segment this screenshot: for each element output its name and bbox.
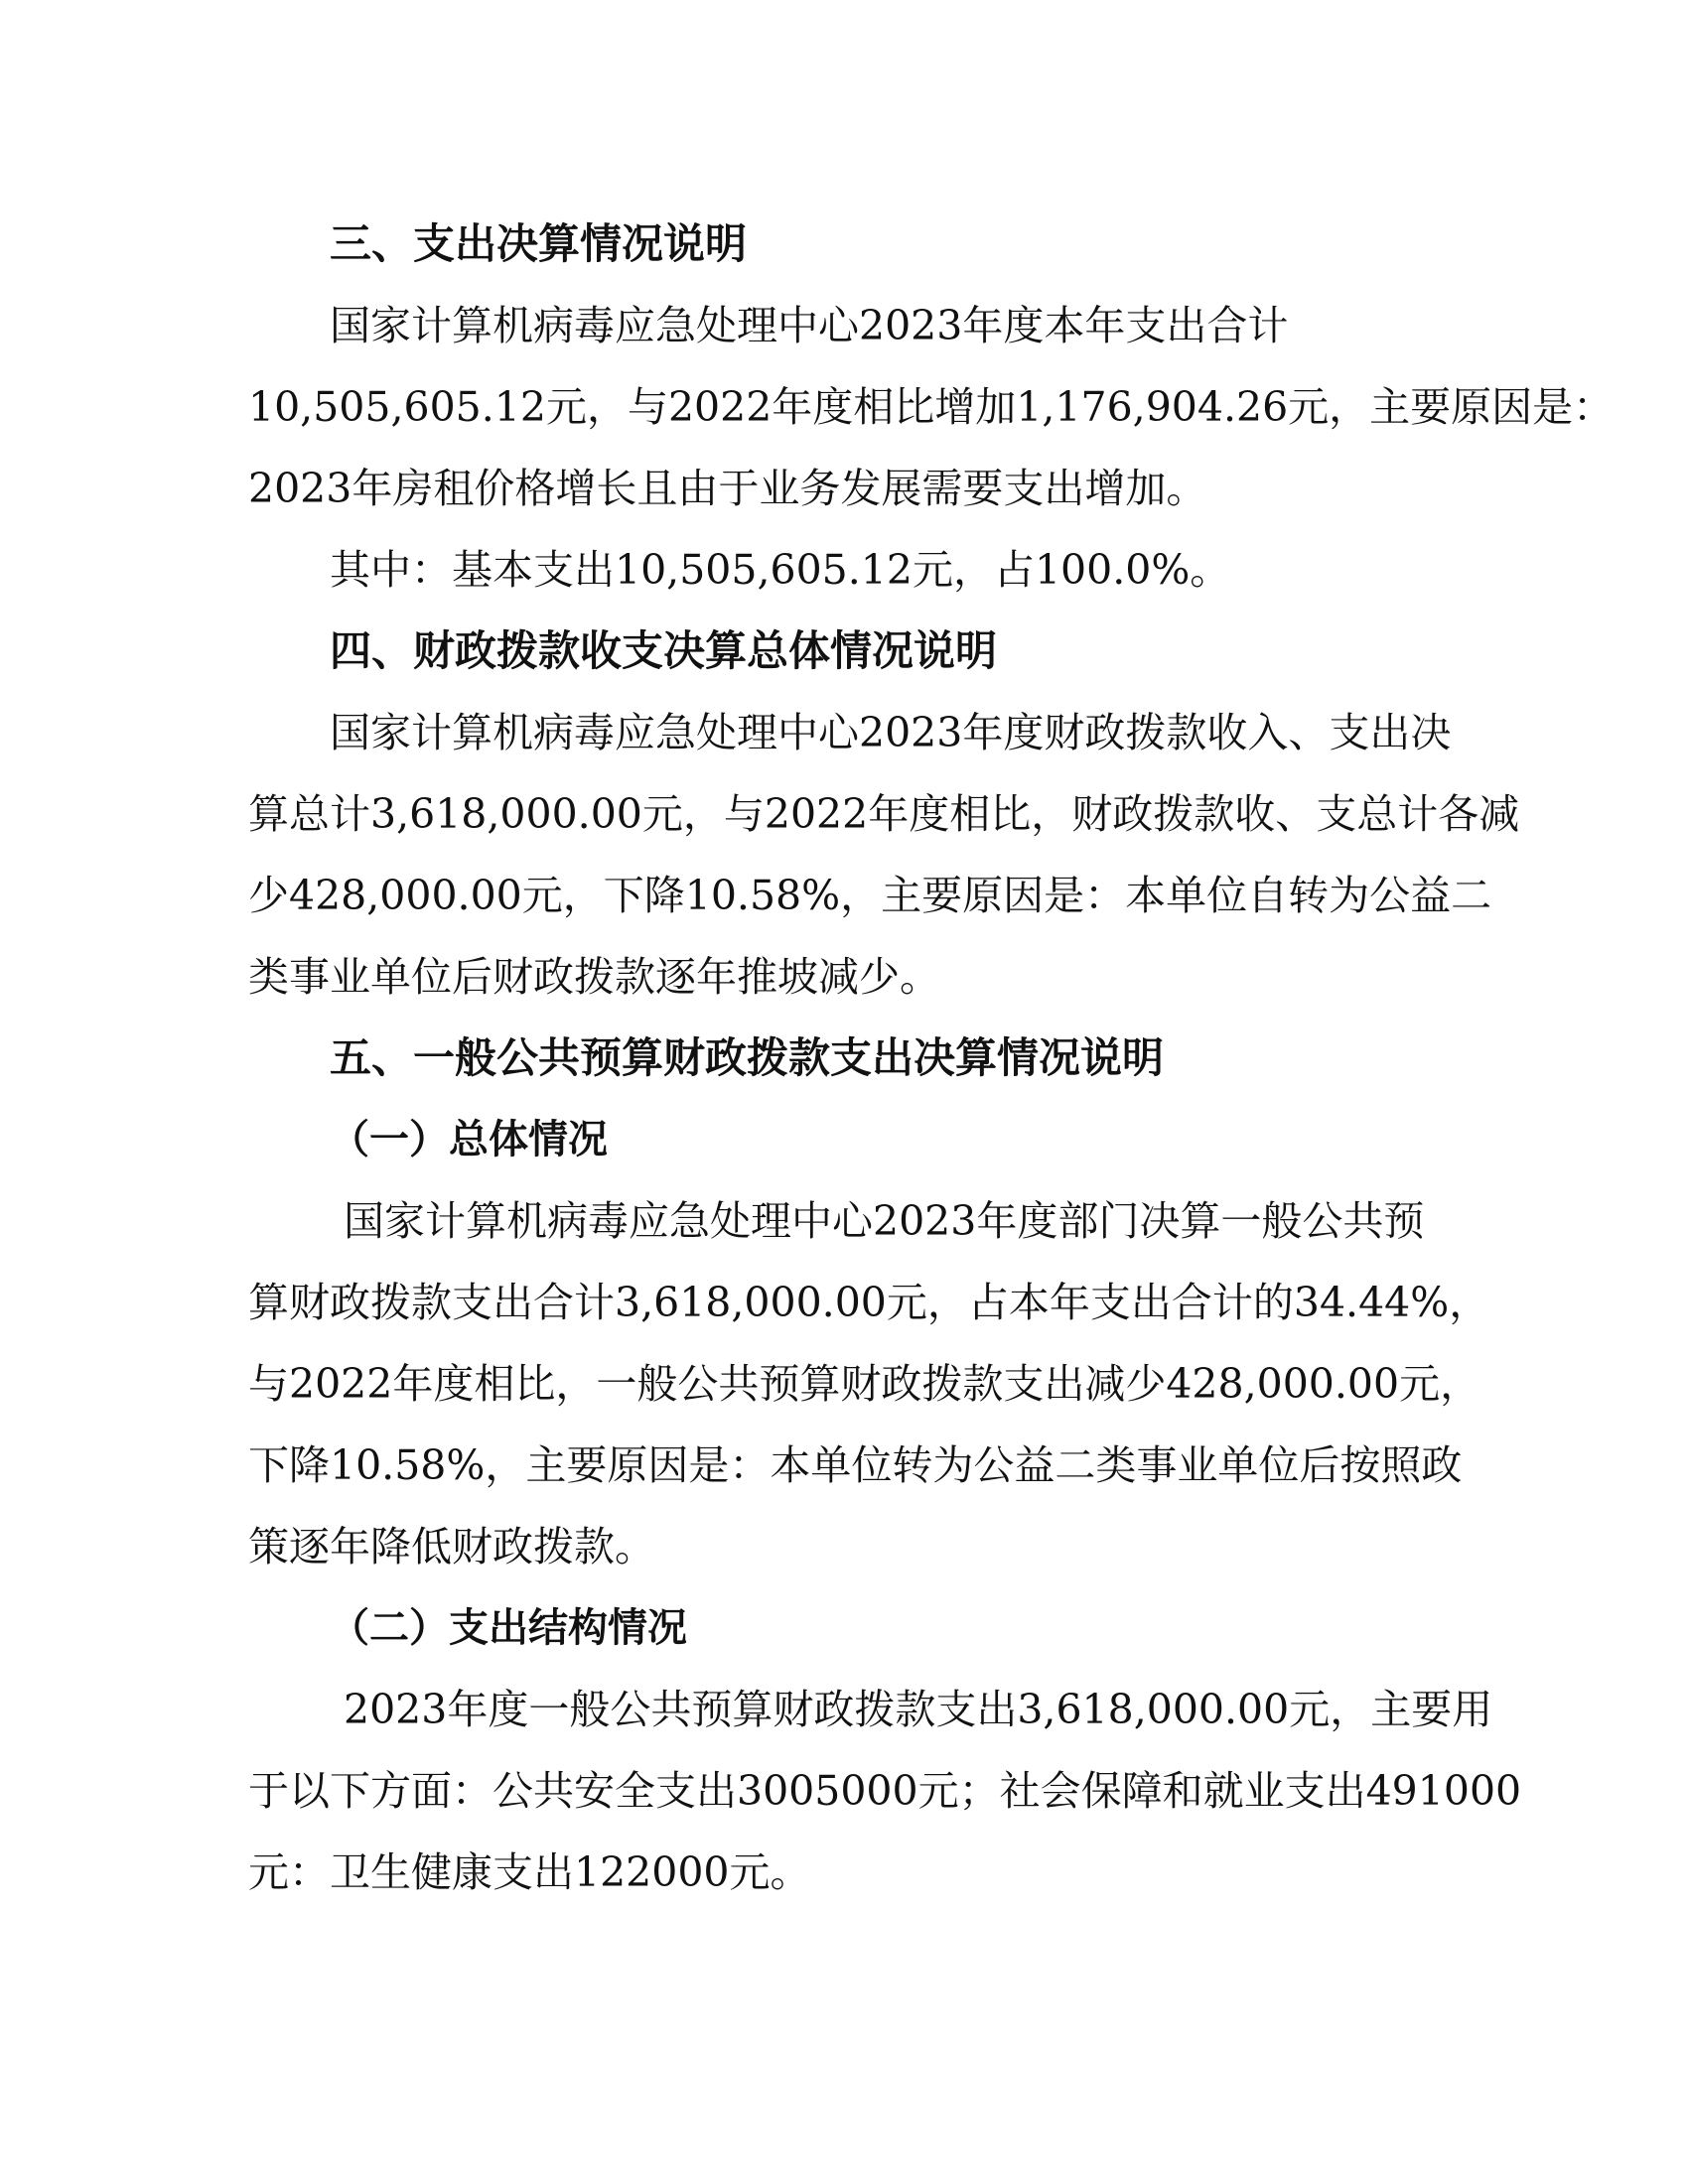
- paragraph-line: 10,505,605.12元，与2022年度相比增加1,176,904.26元，主要原因是：: [248, 383, 1615, 431]
- paragraph-line: 策逐年降低财政拨款。: [248, 1523, 655, 1570]
- paragraph-line: 国家计算机病毒应急处理中心2023年度本年支出合计: [330, 302, 1289, 349]
- paragraph-line: 算总计3,618,000.00元，与2022年度相比，财政拨款收、支总计各减: [248, 790, 1520, 838]
- paragraph-line: 与2022年度相比，一般公共预算财政拨款支出减少428,000.00元，: [248, 1360, 1481, 1408]
- section-heading-fiscal-overview: 四、财政拨款收支决算总体情况说明: [330, 626, 998, 675]
- paragraph-line: 元：卫生健康支出122000元。: [248, 1848, 811, 1896]
- section-heading-general-budget: 五、一般公共预算财政拨款支出决算情况说明: [330, 1033, 1165, 1082]
- paragraph-line: 少428,000.00元，下降10.58%，主要原因是：本单位自转为公益二: [248, 872, 1492, 919]
- paragraph-line: 其中：基本支出10,505,605.12元，占100.0%。: [330, 546, 1231, 594]
- paragraph-line: 下降10.58%，主要原因是：本单位转为公益二类事业单位后按照政: [248, 1441, 1463, 1489]
- paragraph-line: 算财政拨款支出合计3,618,000.00元，占本年支出合计的34.44%，: [248, 1279, 1490, 1326]
- section-heading-expenditure: 三、支出决算情况说明: [330, 219, 748, 268]
- paragraph-line: 国家计算机病毒应急处理中心2023年度部门决算一般公共预: [344, 1197, 1425, 1245]
- subheading-structure: （二）支出结构情况: [330, 1605, 687, 1651]
- paragraph-line: 2023年房租价格增长且由于业务发展需要支出增加。: [248, 465, 1207, 512]
- paragraph-line: 2023年度一般公共预算财政拨款支出3,618,000.00元，主要用: [344, 1686, 1493, 1733]
- paragraph-line: 国家计算机病毒应急处理中心2023年度财政拨款收入、支出决: [330, 709, 1452, 756]
- document-page: [248, 204, 1615, 1913]
- paragraph-line: 于以下方面：公共安全支出3005000元；社会保障和就业支出491000: [248, 1767, 1522, 1815]
- subheading-overall: （一）总体情况: [330, 1117, 608, 1162]
- paragraph-line: 类事业单位后财政拨款逐年推坡减少。: [248, 953, 940, 1001]
